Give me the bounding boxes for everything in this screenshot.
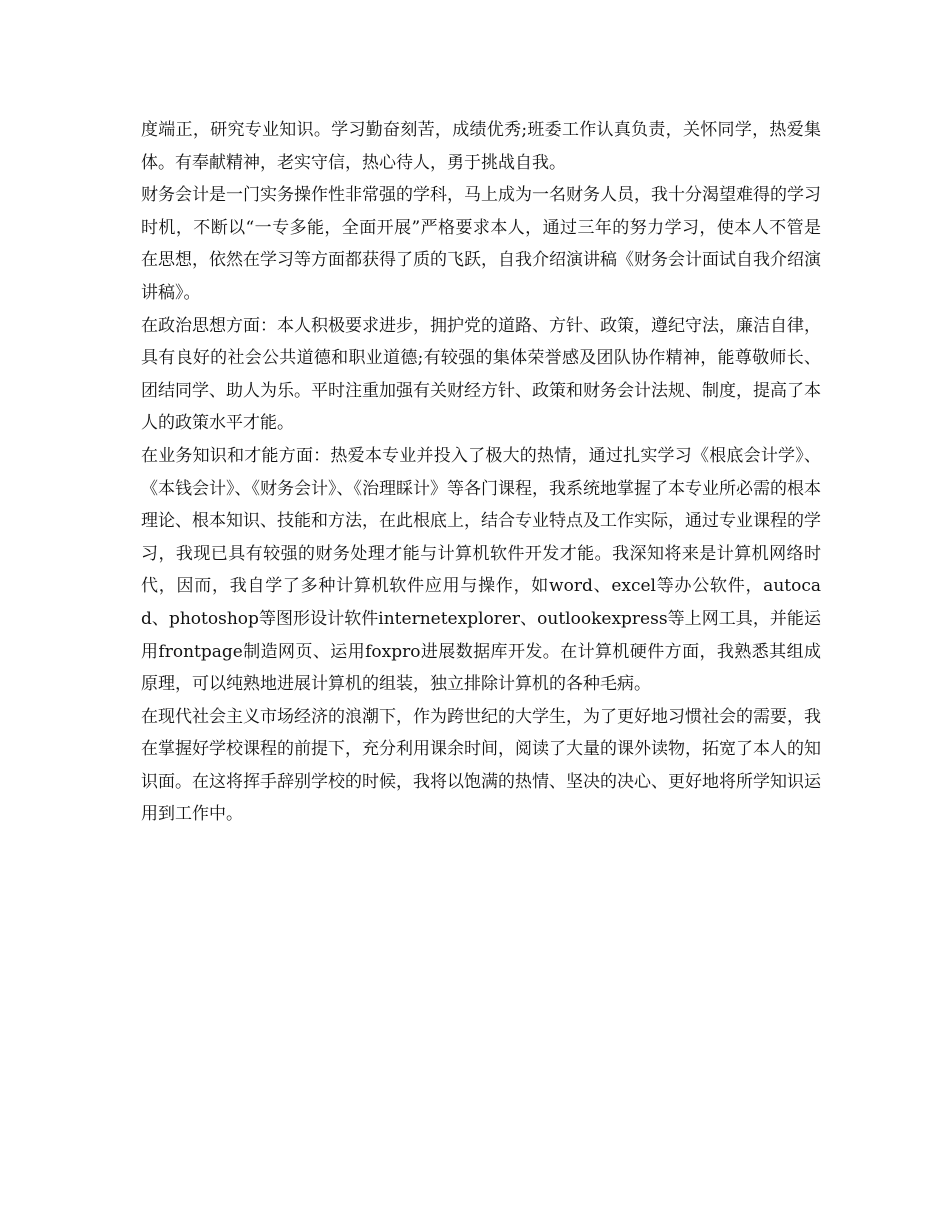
paragraph-financial-accounting: 财务会计是一门实务操作性非常强的学科，马上成为一名财务人员，我十分渴望难得的学习时机，不断以“一专多能，全面开展”严格要求本人，通过三年的努力学习，使本人不管是在思想，依然在学习等方面都获得了质的飞跃，自我介绍演讲稿《财务会计面试自我介绍演讲稿》。: [141, 185, 821, 303]
document-body: [141, 114, 821, 831]
paragraph-political-thought: 在政治思想方面：本人积极要求进步，拥护党的道路、方针、政策，遵纪守法，廉洁自律，具有良好的社会公共道德和职业道德;有较强的集体荣誉感及团队协作精神，能尊敬师长、团结同学、助人为乐。平时注重加强有关财经方针、政策和财务会计法规、制度，提高了本人的政策水平才能。: [141, 315, 821, 434]
paragraph-market-economy: 在现代社会主义市场经济的浪潮下，作为跨世纪的大学生，为了更好地习惯社会的需要，我在掌握好学校课程的前提下，充分利用课余时间，阅读了大量的课外读物，拓宽了本人的知识面。在这将挥手辞别学校的时候，我将以饱满的热情、坚决的决心、更好地将所学知识运用到工作中。: [141, 706, 821, 825]
paragraph-business-knowledge: 在业务知识和才能方面：热爱本专业并投入了极大的热情，通过扎实学习《根底会计学》、《本钱会计》、《财务会计》、《治理睬计》等各门课程，我系统地掌握了本专业所必需的根本理论、根本知识、技能和方法，在此根底上，结合专业特点及工作实际，通过专业课程的学习，我现已具有较强的财务处理才能与计算机软件开发才能。我深知将来是计算机网络时代，因而，我自学了多种计算机软件应用与操作，如word、excel等办公软件，autocad、photoshop等图形设计软件internetexplorer、outlookexpress等上网工具，并能运用frontpage制造网页、运用foxpro进展数据库开发。在计算机硬件方面，我熟悉其组成原理，可以纯熟地进展计算机的组装，独立排除计算机的各种毛病。: [141, 445, 821, 695]
paragraph-intro-continued: 度端正，研究专业知识。学习勤奋刻苦，成绩优秀;班委工作认真负责，关怀同学，热爱集体。有奉献精神，老实守信，热心待人，勇于挑战自我。: [141, 120, 821, 173]
